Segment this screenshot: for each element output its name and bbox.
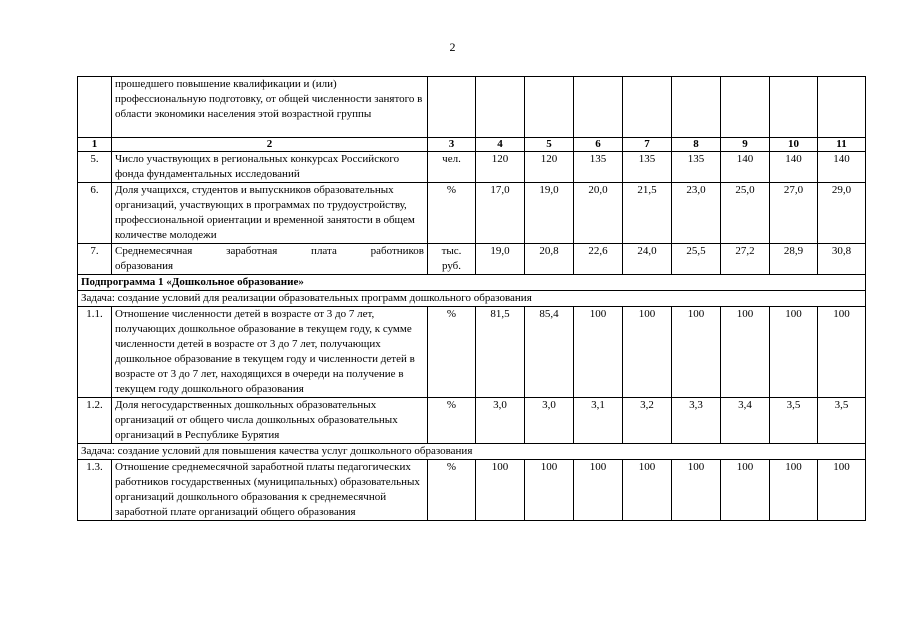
unit-cell <box>428 244 476 275</box>
value-cell: 3,1 <box>574 398 623 444</box>
header-cell: 11 <box>818 138 866 152</box>
value-cell: 3,0 <box>525 398 574 444</box>
unit-line: тыс. <box>441 245 462 257</box>
value-cell: 120 <box>525 152 574 183</box>
value-cell: 100 <box>476 460 525 521</box>
table-row <box>78 183 866 244</box>
unit-cell: % <box>428 307 476 398</box>
value-cell: 140 <box>721 152 770 183</box>
value-cell: 3,2 <box>623 398 672 444</box>
task-heading: Задача: создание условий для повышения качества услуг дошкольного образования <box>78 444 866 460</box>
section-row <box>78 275 866 291</box>
value-cell: 100 <box>574 460 623 521</box>
page-number: 2 <box>449 40 456 54</box>
value-cell: 22,6 <box>574 244 623 275</box>
section-row <box>78 444 866 460</box>
indicators-table <box>77 76 866 521</box>
table-row <box>78 244 866 275</box>
value-cell: 100 <box>623 460 672 521</box>
unit-cell: % <box>428 398 476 444</box>
indicator-text: Доля учащихся, студентов и выпускников образовательных организаций, участвующих в программах по трудоустройству, профессиональной ориентации и временной занятости в общем количестве молодежи <box>112 183 428 244</box>
header-cell: 9 <box>721 138 770 152</box>
header-cell: 2 <box>112 138 428 152</box>
table-row <box>78 77 866 138</box>
section-row <box>78 291 866 307</box>
value-cell: 17,0 <box>476 183 525 244</box>
row-number: 1.3. <box>78 460 112 521</box>
value-cell: 3,4 <box>721 398 770 444</box>
table-row <box>78 152 866 183</box>
value-cell: 100 <box>525 460 574 521</box>
value-cell: 100 <box>721 307 770 398</box>
table-row <box>78 460 866 521</box>
header-cell: 1 <box>78 138 112 152</box>
indicator-text: Число участвующих в региональных конкурсах Российского фонда фундаментальных исследований <box>112 152 428 183</box>
table-row <box>78 398 866 444</box>
header-cell: 3 <box>428 138 476 152</box>
value-cell: 30,8 <box>818 244 866 275</box>
task-heading: Задача: создание условий для реализации образовательных программ дошкольного образования <box>78 291 866 307</box>
value-cell: 23,0 <box>672 183 721 244</box>
header-cell: 5 <box>525 138 574 152</box>
row-number: 5. <box>78 152 112 183</box>
value-cell: 100 <box>672 460 721 521</box>
value-cell: 3,5 <box>770 398 818 444</box>
indicator-text-line: образования <box>115 260 174 272</box>
value-cell: 85,4 <box>525 307 574 398</box>
subprogram-title: Подпрограмма 1 «Дошкольное образование» <box>78 275 866 291</box>
value-cell: 3,5 <box>818 398 866 444</box>
value-cell: 135 <box>623 152 672 183</box>
value-cell: 100 <box>574 307 623 398</box>
row-number: 6. <box>78 183 112 244</box>
header-cell: 7 <box>623 138 672 152</box>
unit-cell: чел. <box>428 152 476 183</box>
unit-cell: % <box>428 460 476 521</box>
value-cell: 140 <box>818 152 866 183</box>
value-cell: 100 <box>721 460 770 521</box>
value-cell: 19,0 <box>476 244 525 275</box>
value-cell: 100 <box>770 460 818 521</box>
value-cell: 100 <box>623 307 672 398</box>
value-cell: 140 <box>770 152 818 183</box>
num-cell <box>78 77 112 138</box>
value-cell: 29,0 <box>818 183 866 244</box>
value-cell: 25,0 <box>721 183 770 244</box>
value-cell: 28,9 <box>770 244 818 275</box>
value-cell: 100 <box>672 307 721 398</box>
indicator-text: Отношение численности детей в возрасте от 3 до 7 лет, получающих дошкольное образование в текущем году, к сумме численности детей в возрасте от 3 до 7 лет, получающих дошкольное образование в текущем году и численности детей в возрасте от 3 до 7 лет, находящихся в очереди на получение в текущем году дошкольного образования <box>112 307 428 398</box>
value-cell: 3,3 <box>672 398 721 444</box>
header-cell: 8 <box>672 138 721 152</box>
header-cell: 4 <box>476 138 525 152</box>
value-cell: 24,0 <box>623 244 672 275</box>
header-row <box>78 138 866 152</box>
row-number: 1.2. <box>78 398 112 444</box>
value-cell: 100 <box>770 307 818 398</box>
indicator-text: Доля негосударственных дошкольных образовательных организаций от общего числа дошкольных образовательных организаций в Республике Бурятия <box>112 398 428 444</box>
value-cell: 27,2 <box>721 244 770 275</box>
value-cell: 25,5 <box>672 244 721 275</box>
value-cell: 135 <box>574 152 623 183</box>
value-cell: 20,8 <box>525 244 574 275</box>
unit-cell: % <box>428 183 476 244</box>
value-cell: 19,0 <box>525 183 574 244</box>
indicator-text: прошедшего повышение квалификации и (или) профессиональную подготовку, от общей численности занятого в области экономики населения этой возрастной группы <box>112 77 428 138</box>
row-number: 1.1. <box>78 307 112 398</box>
value-cell: 100 <box>818 460 866 521</box>
header-cell: 6 <box>574 138 623 152</box>
indicator-text: Отношение среднемесячной заработной платы педагогических работников государственных (муниципальных) образовательных организаций дошкольного образования к среднемесячной заработной плате организаций общего образования <box>112 460 428 521</box>
value-cell: 3,0 <box>476 398 525 444</box>
value-cell: 20,0 <box>574 183 623 244</box>
table-row <box>78 307 866 398</box>
header-cell: 10 <box>770 138 818 152</box>
value-cell: 27,0 <box>770 183 818 244</box>
indicator-text <box>112 244 428 275</box>
unit-line: руб. <box>441 260 462 272</box>
value-cell: 21,5 <box>623 183 672 244</box>
value-cell: 100 <box>818 307 866 398</box>
indicator-text-line: Среднемесячная заработная плата работников <box>115 245 424 257</box>
value-cell: 120 <box>476 152 525 183</box>
value-cell: 135 <box>672 152 721 183</box>
row-number: 7. <box>78 244 112 275</box>
value-cell: 81,5 <box>476 307 525 398</box>
